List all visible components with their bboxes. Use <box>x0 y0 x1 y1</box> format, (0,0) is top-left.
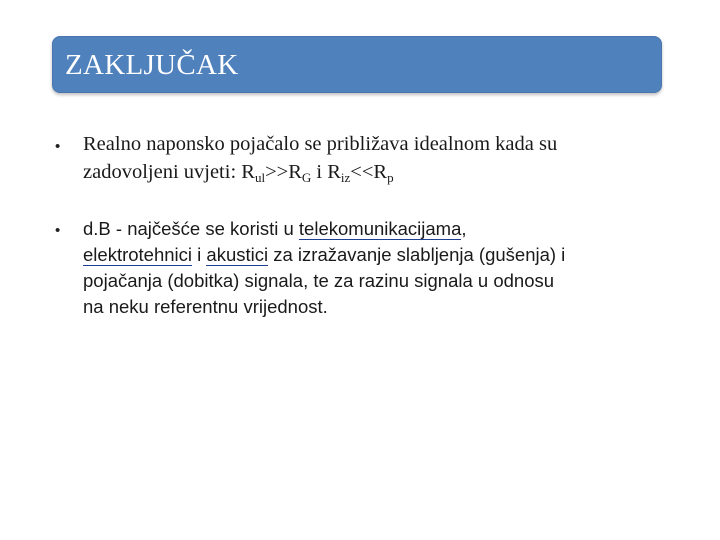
usage-text: za izražavanje slabljenja (gušenja) i <box>268 244 566 265</box>
subscript-p: p <box>387 170 394 185</box>
conjunction: i <box>192 244 207 265</box>
bullet-1-line-2 <box>83 158 673 186</box>
link-akustici[interactable]: akustici <box>206 244 269 265</box>
link-telekomunikacijama[interactable]: telekomunikacijama <box>298 218 462 239</box>
condition-mid-2: i R <box>311 161 341 183</box>
subscript-iz: iz <box>340 170 351 185</box>
bullet-2: • <box>55 222 61 239</box>
comma: , <box>461 218 467 239</box>
slide-title: ZAKLJUČAK <box>65 49 239 81</box>
condition-mid-3: <<R <box>350 161 388 183</box>
title-banner <box>52 36 662 93</box>
bullet-2-line-4: na neku referentnu vrijednost. <box>83 296 328 317</box>
bullet-1: • <box>55 138 61 155</box>
subscript-ul: ul <box>254 170 266 185</box>
subscript-g: G <box>301 170 312 185</box>
bullet-2-line-1 <box>83 216 673 242</box>
db-intro: d.B - najčešće se koristi u <box>83 218 299 239</box>
condition-mid-1: >>R <box>265 161 302 183</box>
bullet-2-line-2 <box>83 242 673 268</box>
bullet-1-line-1: Realno naponsko pojačalo se približava idealnom kada su <box>83 133 558 155</box>
condition-prefix: zadovoljeni uvjeti: R <box>83 161 255 183</box>
bullet-text-2 <box>83 216 673 320</box>
bullet-2-line-3: pojačanja (dobitka) signala, te za razinu signala u odnosu <box>83 270 555 291</box>
link-elektrotehnici[interactable]: elektrotehnici <box>83 244 193 265</box>
bullet-text-1 <box>83 130 673 186</box>
